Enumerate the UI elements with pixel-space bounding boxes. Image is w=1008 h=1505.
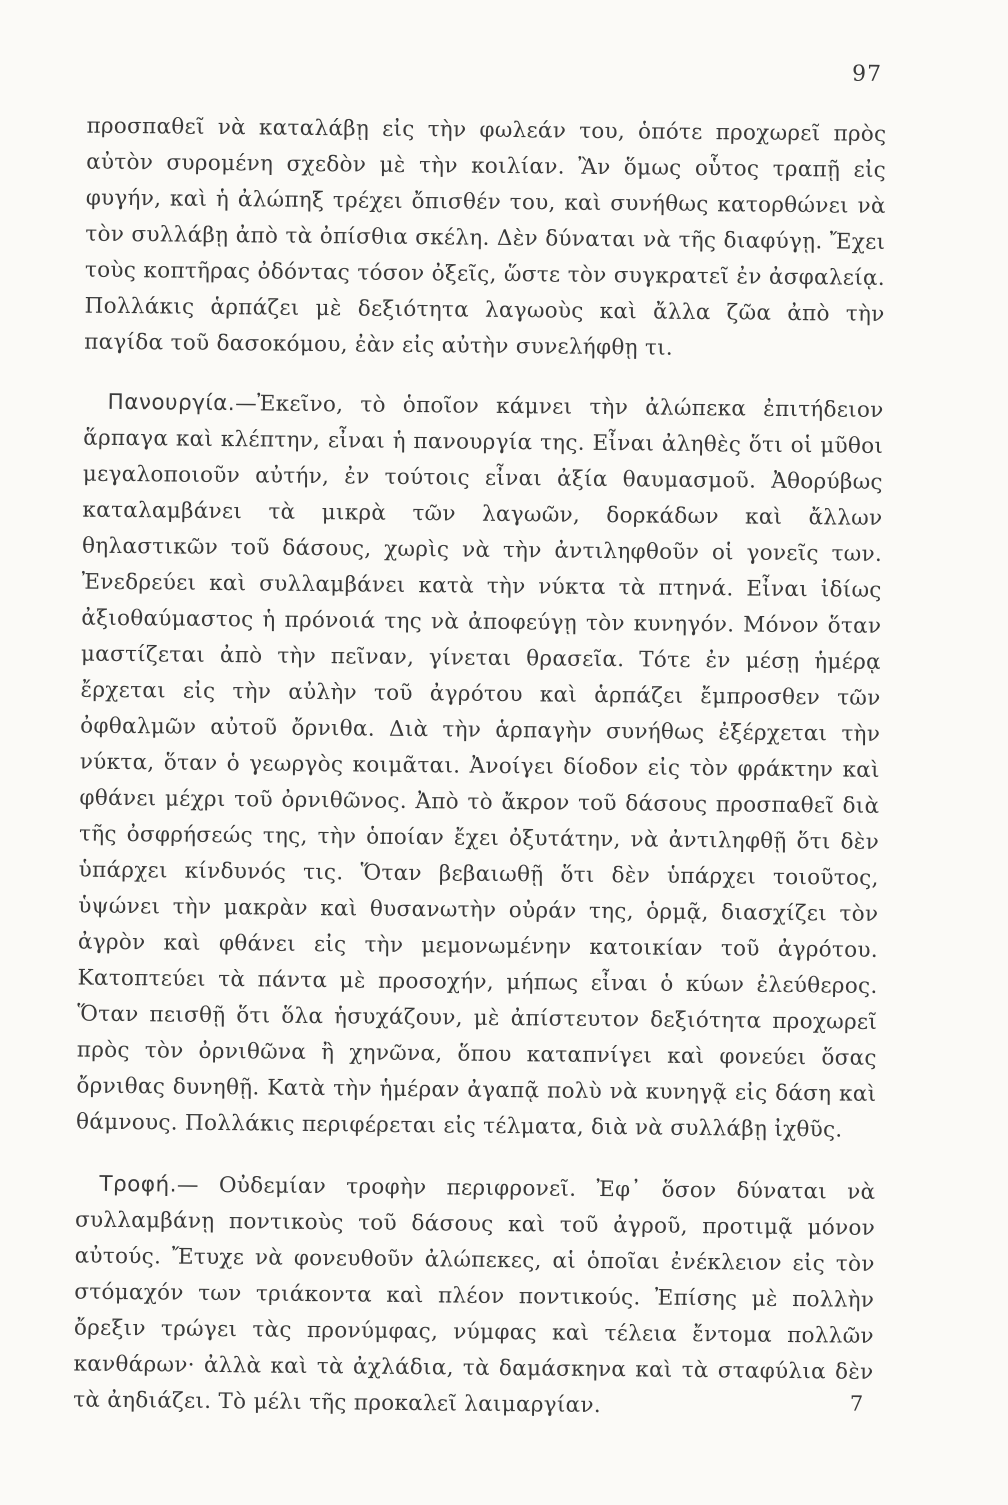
paragraph-body: — Οὐδεμίαν τροφὴν περιφρονεῖ. Ἐφ᾽ ὅσον δύναται νὰ συλλαμβάνῃ ποντικοὺς τοῦ δάσους καὶ τοῦ ἀγροῦ, προτιμᾷ μόνον αὐτούς. Ἔτυχε νὰ φονευθοῦν ἀλώπεκες, αἱ ὁποῖαι ἐνέκλειον εἰς τὸν στόμαχόν των τριάκοντα καὶ πλέον ποντικούς. Ἐπίσης μὲ πολλὴν ὄρεξιν τρώγει τὰς προνύμφας, νύμφας καὶ τέλεια ἔντομα πολλῶν κανθάρων· ἀλλὰ καὶ τὰ ἀχλάδια, τὰ δαμάσκηνα καὶ τὰ σταφύλια δὲν τὰ ἀηδιάζει. Τὸ μέλι τῆς προκαλεῖ λαιμαργίαν. bbox=[73, 1172, 876, 1419]
text-block bbox=[73, 109, 887, 1427]
page-number: 97 bbox=[851, 61, 883, 87]
paragraph-body: προσπαθεῖ νὰ καταλάβῃ εἰς τὴν φωλεάν του, ὁπότε προχωρεῖ πρὸς αὐτὸν συρομένη σχεδὸν μὲ τὴν κοιλίαν. Ἂν ὅμως οὗτος τραπῇ εἰς φυγήν, καὶ ἡ ἀλώπηξ τρέχει ὄπισθέν του, καὶ συνήθως κατορθώνει νὰ τὸν συλλάβῃ ἀπὸ τὰ ὀπίσθια σκέλη. Δὲν δύναται νὰ τῆς διαφύγῃ. Ἔχει τοὺς κοπτῆρας ὀδόντας τόσον ὀξεῖς, ὥστε τὸν συγκρατεῖ ἐν ἀσφαλείᾳ. Πολλάκις ἁρπάζει μὲ δεξιότητα λαγωοὺς καὶ ἄλλα ζῶα ἀπὸ τὴν παγίδα τοῦ δασοκόμου, ἐὰν εἰς αὐτὴν συνελήφθῃ τι. bbox=[84, 113, 887, 361]
signature-mark: 7 bbox=[849, 1391, 864, 1416]
section-heading-trofi: Τροφή. bbox=[99, 1171, 178, 1198]
paragraph-continuation bbox=[84, 109, 887, 369]
paragraph-body: —Ἐκεῖνο, τὸ ὁποῖον κάμνει τὴν ἀλώπεκα ἐπιτήδειον ἅρπαγα καὶ κλέπτην, εἶναι ἡ πανουργία της. Εἶναι ἀληθὲς ὅτι οἱ μῦθοι μεγαλοποιοῦν αὐτήν, ἐν τούτοις εἶναι ἀξία θαυμασμοῦ. Ἀθορύβως καταλαμβάνει τὰ μικρὰ τῶν λαγωῶν, δορκάδων καὶ ἄλλων θηλαστικῶν τοῦ δάσους, χωρὶς νὰ τὴν ἀντιληφθοῦν οἱ γονεῖς των. Ἐνεδρεύει καὶ συλλαμβάνει κατὰ τὴν νύκτα τὰ πτηνά. Εἶναι ἰδίως ἀξιοθαύμαστος ἡ πρόνοιά της νὰ ἀποφεύγῃ τὸν κυνηγόν. Μόνον ὅταν μαστίζεται ἀπὸ τὴν πεῖναν, γίνεται θρασεῖα. Τότε ἐν μέσῃ ἡμέρᾳ ἔρχεται εἰς τὴν αὐλὴν τοῦ ἀγρότου καὶ ἁρπάζει ἔμπροσθεν τῶν ὀφθαλμῶν αὐτοῦ ὄρνιθα. Διὰ τὴν ἁρπαγὴν συνήθως ἐξέρχεται τὴν νύκτα, ὅταν ὁ γεωργὸς κοιμᾶται. Ἀνοίγει δίοδον εἰς τὸν φράκτην καὶ φθάνει μέχρι τοῦ ὀρνιθῶνος. Ἀπὸ τὸ ἄκρον τοῦ δάσους προσπαθεῖ διὰ τῆς ὀσφρήσεώς της, τὴν ὁποίαν ἔχει ὀξυτάτην, νὰ ἀντιληφθῇ ὅτι δὲν ὑπάρχει κίνδυνός τις. Ὅταν βεβαιωθῇ ὅτι δὲν ὑπάρχει τοιοῦτος, ὑψώνει τὴν μακρὰν καὶ θυσανωτὴν οὐράν της, ὁρμᾷ, διασχίζει τὸν ἀγρὸν καὶ φθάνει εἰς τὴν μεμονωμένην κατοικίαν τοῦ ἀγρότου. Κατοπτεύει τὰ πάντα μὲ προσοχήν, μήπως εἶναι ὁ κύων ἐλεύθερος. Ὅταν πεισθῇ ὅτι ὅλα ἡσυχάζουν, μὲ ἀπίστευτον δεξιότητα προχωρεῖ πρὸς τὸν ὀρνιθῶνα ἢ χηνῶνα, ὅπου καταπνίγει καὶ φονεύει ὅσας ὄρνιθας δυνηθῇ. Κατὰ τὴν ἡμέραν ἀγαπᾷ πολὺ νὰ κυνηγᾷ εἰς δάση καὶ θάμνους. Πολλάκις περιφέρεται εἰς τέλματα, διὰ νὰ συλλάβῃ ἰχθῦς. bbox=[75, 391, 884, 1143]
section-heading-panourgia: Πανουργία. bbox=[107, 389, 236, 417]
paragraph-panourgia bbox=[76, 385, 884, 1149]
paragraph-trofi bbox=[73, 1167, 876, 1427]
